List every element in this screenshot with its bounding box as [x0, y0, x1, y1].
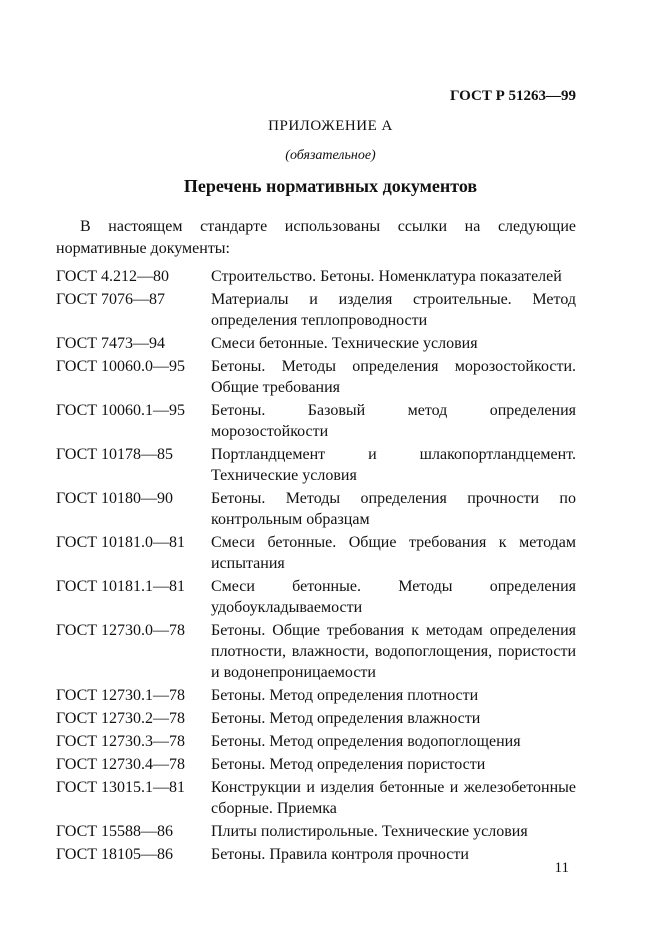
reference-code: ГОСТ 12730.4—78	[56, 756, 186, 773]
reference-title: Бетоны. Методы определения морозостойкости. Общие требования	[211, 358, 576, 396]
reference-code: ГОСТ 12730.3—78	[56, 733, 186, 750]
reference-code: ГОСТ 4.212—80	[56, 268, 170, 285]
reference-item	[56, 576, 576, 618]
reference-title: Бетоны. Метод определения водопоглощения	[211, 733, 521, 750]
reference-code: ГОСТ 7076—87	[56, 291, 166, 308]
reference-item	[56, 400, 576, 442]
reference-code: ГОСТ 18105—86	[56, 846, 174, 863]
reference-code: ГОСТ 7473—94	[56, 335, 166, 352]
reference-item	[56, 532, 576, 574]
reference-item	[56, 289, 576, 331]
reference-code: ГОСТ 12730.0—78	[56, 622, 186, 639]
reference-item	[56, 444, 576, 486]
reference-title: Плиты полистирольные. Технические условия	[211, 823, 528, 840]
appendix-status: (обязательное)	[285, 148, 376, 163]
reference-item	[56, 333, 576, 354]
reference-item	[56, 777, 576, 819]
reference-code: ГОСТ 10060.1—95	[56, 402, 186, 419]
reference-code: ГОСТ 10181.1—81	[56, 578, 186, 595]
reference-title: Бетоны. Правила контроля прочности	[211, 846, 469, 863]
reference-title: Бетоны. Базовый метод определения морозостойкости	[211, 402, 576, 440]
appendix-title: Перечень нормативных документов	[183, 176, 478, 196]
reference-item	[56, 620, 576, 683]
reference-item	[56, 266, 576, 287]
reference-title: Бетоны. Метод определения плотности	[211, 687, 479, 704]
reference-item	[56, 844, 576, 865]
reference-title: Строительство. Бетоны. Номенклатура показателей	[211, 268, 562, 285]
reference-title: Бетоны. Метод определения пористости	[211, 756, 486, 773]
reference-title: Портландцемент и шлакопортландцемент. Технические условия	[211, 446, 576, 484]
reference-item	[56, 356, 576, 398]
reference-title: Смеси бетонные. Общие требования к методам испытания	[211, 534, 576, 572]
reference-item	[56, 685, 576, 706]
reference-title: Бетоны. Метод определения влажности	[211, 710, 481, 727]
reference-code: ГОСТ 13015.1—81	[56, 779, 186, 796]
reference-title: Материалы и изделия строительные. Метод определения теплопроводности	[211, 291, 576, 329]
reference-title: Конструкции и изделия бетонные и железобетонные сборные. Приемка	[211, 779, 576, 817]
reference-code: ГОСТ 12730.1—78	[56, 687, 186, 704]
reference-code: ГОСТ 10060.0—95	[56, 358, 186, 375]
reference-title: Смеси бетонные. Методы определения удобоукладываемости	[211, 578, 576, 616]
reference-item	[56, 731, 576, 752]
reference-item	[56, 754, 576, 775]
reference-code: ГОСТ 10181.0—81	[56, 534, 186, 551]
intro-paragraph: В настоящем стандарте использованы ссылки на следующие нормативные документы:	[56, 218, 576, 257]
reference-item	[56, 708, 576, 729]
reference-code: ГОСТ 15588—86	[56, 823, 174, 840]
reference-code: ГОСТ 12730.2—78	[56, 710, 186, 727]
appendix-label: ПРИЛОЖЕНИЕ А	[268, 118, 393, 134]
page-number: 11	[554, 860, 569, 876]
reference-title: Смеси бетонные. Технические условия	[211, 335, 478, 352]
reference-code: ГОСТ 10180—90	[56, 490, 174, 507]
reference-title: Бетоны. Методы определения прочности по контрольным образцам	[211, 490, 576, 528]
reference-code: ГОСТ 10178—85	[56, 446, 174, 463]
reference-list	[56, 266, 576, 867]
reference-item	[56, 821, 576, 842]
reference-item	[56, 488, 576, 530]
document-code: ГОСТ Р 51263—99	[449, 88, 576, 104]
reference-title: Бетоны. Общие требования к методам определения плотности, влажности, водопоглощения, пористости и водонепроницаемости	[211, 622, 576, 681]
